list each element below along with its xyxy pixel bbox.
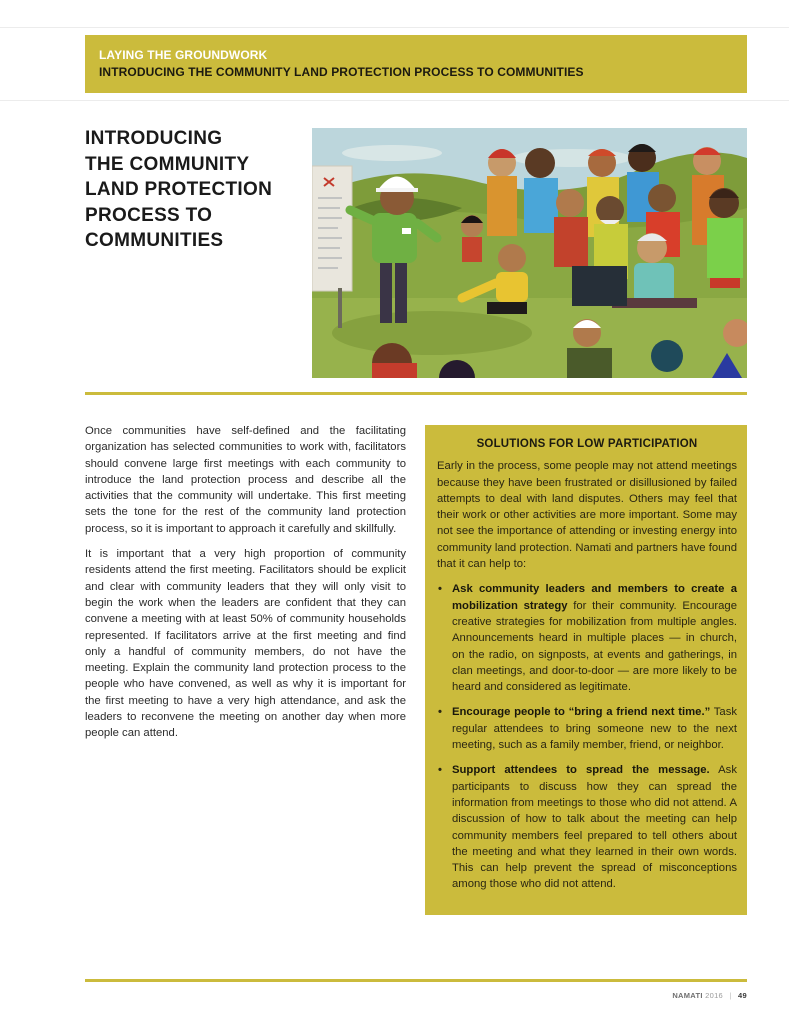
solution-item	[437, 704, 737, 753]
body-paragraph: It is important that a very high proportion of community residents attend the first meeting. Facilitators should be explicit and clear with community leaders that they will only visit to begin the work when the leaders are confident that they can convene a meeting with at least 50% of community households represented. If facilitators arrive at the first meeting and find only a handful of community members, do not have the meeting. Explain the community land protection process to the people who have convened, as well as why it is important for the first meeting to have a very high attendance, and ask the leaders to reconvene the meeting on another day when more people can attend.	[85, 548, 406, 740]
solution-text: Ask participants to discuss how they can spread the information from meetings to those who did not attend. A discussion of how to talk about the meeting can help community members feel prepared to tell others about the meeting and what they learned in their own words. This can help prevent the spread of misconceptions among those who did not attend.	[452, 764, 737, 891]
solutions-list	[437, 581, 737, 892]
page-title	[85, 126, 295, 254]
header-divider	[0, 100, 789, 101]
page-title-line: PROCESS TO	[85, 204, 213, 226]
sidebar-title: SOLUTIONS FOR LOW PARTICIPATION	[476, 438, 698, 450]
solution-lead: Encourage people to “bring a friend next time.”	[452, 706, 711, 719]
page-title-line: LAND PROTECTION	[85, 179, 273, 200]
solution-lead: Ask community leaders and members to create a mobilization strategy	[452, 583, 737, 612]
page-title-line: INTRODUCING	[85, 128, 223, 149]
footer-brand: NAMATI	[672, 991, 703, 1000]
solution-item	[437, 762, 737, 892]
body-text	[85, 423, 406, 751]
page-footer	[672, 991, 747, 1000]
top-divider	[0, 27, 789, 28]
footer-divider	[85, 979, 747, 982]
page-title-line: COMMUNITIES	[85, 230, 224, 251]
solution-text: for their community. Encourage creative strategies for mobilization from multiple angles. Announcements heard in multiple places — in church, on the radio, on signposts, at events and gatherings, in clan meetings, and door-to-door — are more likely to be heard and considered as legitimate.	[452, 599, 737, 694]
illustration-art	[312, 128, 747, 378]
community-meeting-illustration	[312, 128, 747, 378]
sidebar-intro: Early in the process, some people may not attend meetings because they have been frustrated or disillusioned by failed attempts to deal with land disputes. Others may feel that their work or other activities are more important. Some may not see the importance of attending or investing energy into community land protection. Namati and partners have found that it can help to:	[437, 460, 737, 571]
section-subtitle: INTRODUCING THE COMMUNITY LAND PROTECTION PROCESS TO COMMUNITIES	[99, 65, 584, 79]
page-number: 49	[738, 991, 747, 1000]
page-title-line: THE COMMUNITY	[85, 153, 250, 175]
section-kicker: LAYING THE GROUNDWORK	[99, 48, 268, 62]
bullet-icon: •	[438, 706, 442, 719]
solution-item	[437, 581, 737, 695]
section-divider	[85, 392, 747, 395]
solutions-sidebar-box	[425, 425, 747, 915]
footer-separator: |	[729, 991, 732, 1000]
section-header-band	[85, 35, 747, 93]
footer-year: 2016	[705, 991, 724, 1000]
body-paragraph: Once communities have self-defined and the facilitating organization has selected communities to work with, facilitators should convene large first meetings with each community to introduce the land protection process and describe all the activities that the community will undertake. This first meeting sets the tone for the rest of the community land protection process, so it is important to approach it carefully and skillfully.	[85, 425, 406, 535]
solution-text: Task regular attendees to bring someone new to the next meeting, such as a family member, friend, or neighbor.	[452, 706, 737, 752]
solution-lead: Support attendees to spread the message.	[452, 764, 710, 777]
bullet-icon: •	[438, 764, 442, 777]
bullet-icon: •	[438, 583, 442, 596]
